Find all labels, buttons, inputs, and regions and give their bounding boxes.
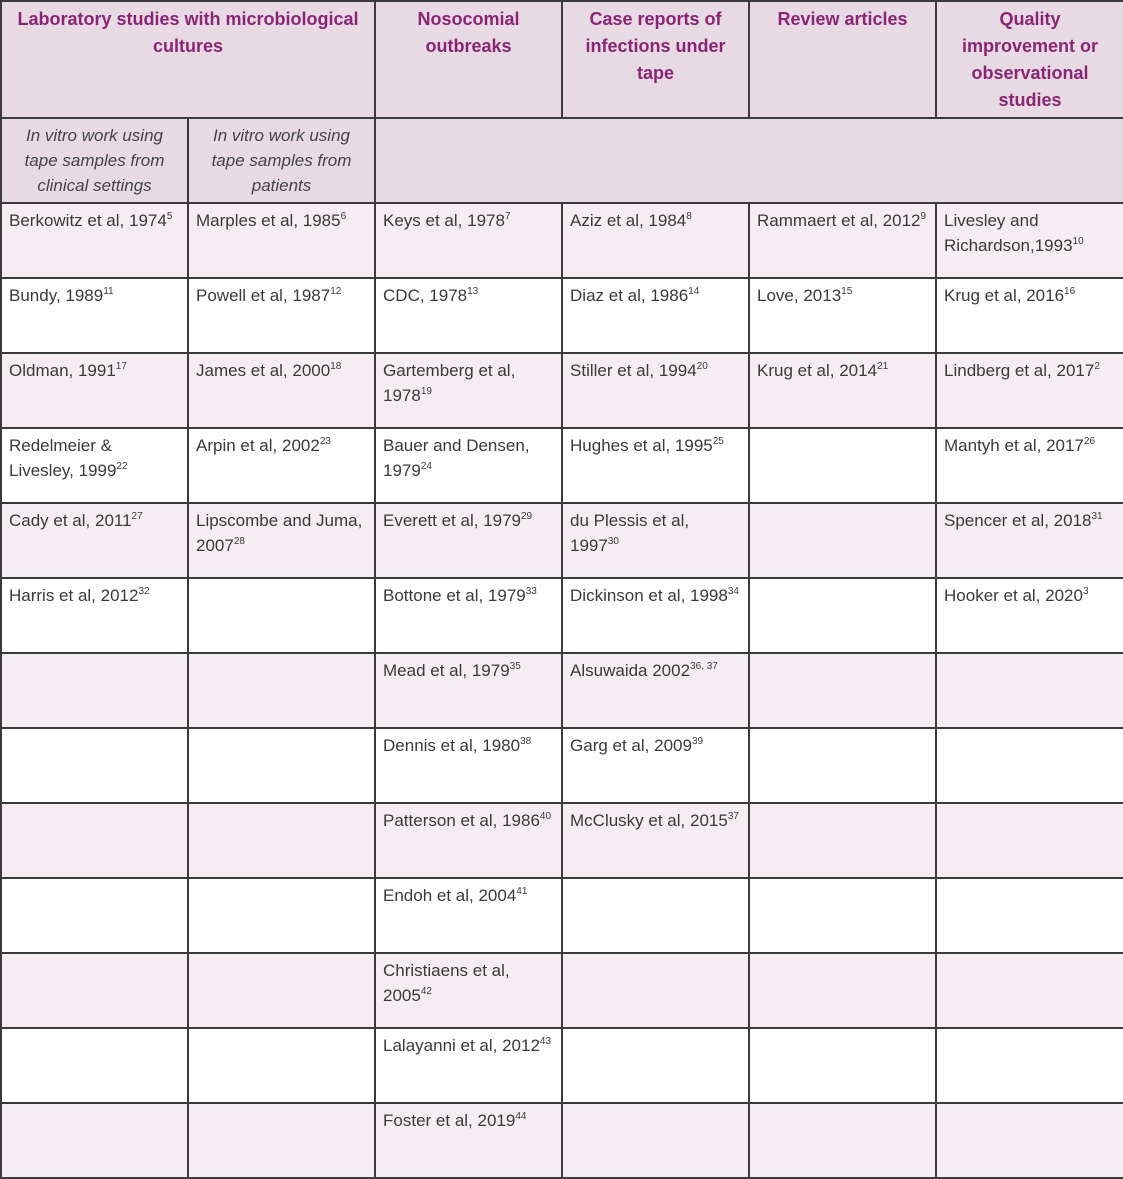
cell-case-reports: [562, 1103, 749, 1178]
reference-number: 33: [525, 586, 537, 597]
citation-text: Lindberg et al, 2017: [944, 361, 1095, 380]
cell-lab-patients: [188, 353, 375, 428]
cell-case-reports: [562, 653, 749, 728]
citation-text: Stiller et al, 1994: [570, 361, 697, 380]
reference-number: 37: [727, 811, 739, 822]
cell-lab-clinical: [1, 878, 188, 953]
cell-review: [749, 278, 936, 353]
cell-review: [749, 503, 936, 578]
citation-text: Alsuwaida 2002: [570, 661, 691, 680]
citation-text: Gartemberg et al, 1978: [383, 361, 516, 405]
reference-number: 9: [920, 211, 927, 222]
cell-quality: [936, 953, 1123, 1028]
cell-case-reports: [562, 353, 749, 428]
citation-text: Love, 2013: [757, 286, 842, 305]
citation-text: Berkowitz et al, 1974: [9, 211, 167, 230]
cell-nosocomial: [375, 653, 562, 728]
citation-text: Redelmeier & Livesley, 1999: [9, 436, 117, 480]
cell-quality: [936, 203, 1123, 278]
cell-nosocomial: [375, 428, 562, 503]
reference-number: 18: [330, 361, 342, 372]
subheader-empty: [375, 118, 1123, 203]
reference-number: 22: [116, 461, 128, 472]
subheader-row: [1, 118, 1123, 203]
table-row: [1, 803, 1123, 878]
cell-case-reports: [562, 278, 749, 353]
reference-number: 26: [1083, 436, 1096, 447]
citation-text: Oldman, 1991: [9, 361, 116, 380]
cell-lab-patients: [188, 203, 375, 278]
citation-text: James et al, 2000: [196, 361, 331, 380]
citation-text: Marples et al, 1985: [196, 211, 341, 230]
citation-text: Hughes et al, 1995: [570, 436, 713, 455]
citation-text: Cady et al, 2011: [9, 511, 132, 530]
reference-number: 16: [1064, 286, 1076, 297]
table-row: [1, 1028, 1123, 1103]
reference-number: 3: [1082, 586, 1089, 597]
cell-quality: [936, 1028, 1123, 1103]
reference-number: 6: [340, 211, 347, 222]
reference-number: 17: [115, 361, 127, 372]
citation-text: Keys et al, 1978: [383, 211, 505, 230]
cell-review: [749, 428, 936, 503]
reference-number: 40: [539, 811, 552, 822]
citation-text: Patterson et al, 1986: [383, 811, 540, 830]
cell-lab-patients: [188, 428, 375, 503]
reference-number: 29: [521, 511, 533, 522]
table-body: [1, 203, 1123, 1178]
cell-lab-clinical: [1, 653, 188, 728]
cell-nosocomial: [375, 578, 562, 653]
reference-number: 31: [1091, 511, 1103, 522]
reference-number: 19: [420, 386, 432, 397]
reference-number: 34: [727, 586, 739, 597]
cell-quality: [936, 578, 1123, 653]
cell-review: [749, 953, 936, 1028]
cell-review: [749, 728, 936, 803]
citation-text: Bauer and Densen, 1979: [383, 436, 530, 480]
cell-lab-clinical: [1, 503, 188, 578]
cell-case-reports: [562, 803, 749, 878]
citation-text: McClusky et al, 2015: [570, 811, 728, 830]
cell-nosocomial: [375, 878, 562, 953]
cell-quality: [936, 653, 1123, 728]
reference-number: 43: [539, 1036, 552, 1047]
cell-nosocomial: [375, 503, 562, 578]
cell-lab-patients: [188, 578, 375, 653]
citation-text: Christiaens et al, 2005: [383, 961, 510, 1005]
citation-text: Lalayanni et al, 2012: [383, 1036, 540, 1055]
header-row: [1, 1, 1123, 118]
reference-number: 15: [841, 286, 853, 297]
citation-text: Bottone et al, 1979: [383, 586, 526, 605]
cell-case-reports: [562, 203, 749, 278]
cell-lab-patients: [188, 1103, 375, 1178]
citation-text: Lipscombe and Juma, 2007: [196, 511, 363, 555]
reference-number: 20: [696, 361, 708, 372]
table-row: [1, 503, 1123, 578]
cell-review: [749, 1103, 936, 1178]
cell-nosocomial: [375, 1028, 562, 1103]
header-review-articles: Review articles: [749, 1, 936, 118]
cell-review: [749, 353, 936, 428]
cell-review: [749, 1028, 936, 1103]
table-row: [1, 578, 1123, 653]
reference-number: 41: [516, 886, 528, 897]
cell-lab-patients: [188, 653, 375, 728]
cell-lab-clinical: [1, 728, 188, 803]
cell-nosocomial: [375, 1103, 562, 1178]
reference-number: 27: [131, 511, 143, 522]
reference-number: 42: [420, 986, 432, 997]
table-row: [1, 878, 1123, 953]
reference-number: 2: [1094, 361, 1100, 372]
citation-text: Rammaert et al, 2012: [757, 211, 921, 230]
table-row: [1, 728, 1123, 803]
reference-number: 5: [166, 211, 173, 222]
cell-lab-clinical: [1, 1103, 188, 1178]
cell-lab-clinical: [1, 278, 188, 353]
table-row: [1, 1103, 1123, 1178]
citation-text: Mantyh et al, 2017: [944, 436, 1084, 455]
citation-text: Krug et al, 2016: [944, 286, 1065, 305]
reference-number: 12: [330, 286, 342, 297]
cell-nosocomial: [375, 203, 562, 278]
cell-review: [749, 203, 936, 278]
citation-text: Dickinson et al, 1998: [570, 586, 728, 605]
citation-text: du Plessis et al, 1997: [570, 511, 690, 555]
cell-nosocomial: [375, 728, 562, 803]
cell-quality: [936, 503, 1123, 578]
table-row: [1, 653, 1123, 728]
subheader-clinical-settings: In vitro work using tape samples from clinical settings: [1, 118, 188, 203]
reference-number: 24: [420, 461, 432, 472]
reference-number: 38: [520, 736, 532, 747]
header-quality-improvement: Quality improvement or observational studies: [936, 1, 1123, 118]
citation-text: Harris et al, 2012: [9, 586, 139, 605]
table-row: [1, 953, 1123, 1028]
citation-text: Livesley and Richardson,1993: [944, 211, 1073, 255]
reference-number: 39: [691, 736, 704, 747]
citation-text: Arpin et al, 2002: [196, 436, 320, 455]
subheader-patients: In vitro work using tape samples from patients: [188, 118, 375, 203]
citation-text: CDC, 1978: [383, 286, 468, 305]
cell-review: [749, 878, 936, 953]
reference-number: 7: [504, 211, 511, 222]
cell-review: [749, 803, 936, 878]
reference-number: 23: [319, 436, 331, 447]
table-row: [1, 278, 1123, 353]
cell-lab-patients: [188, 503, 375, 578]
cell-lab-clinical: [1, 1028, 188, 1103]
citation-text: Spencer et al, 2018: [944, 511, 1092, 530]
cell-quality: [936, 803, 1123, 878]
citation-text: Garg et al, 2009: [570, 736, 692, 755]
cell-review: [749, 653, 936, 728]
cell-case-reports: [562, 1028, 749, 1103]
cell-review: [749, 578, 936, 653]
cell-nosocomial: [375, 353, 562, 428]
citation-text: Dennis et al, 1980: [383, 736, 521, 755]
cell-quality: [936, 278, 1123, 353]
cell-lab-clinical: [1, 953, 188, 1028]
cell-case-reports: [562, 503, 749, 578]
cell-quality: [936, 353, 1123, 428]
cell-quality: [936, 428, 1123, 503]
citation-text: Aziz et al, 1984: [570, 211, 687, 230]
reference-number: 32: [138, 586, 150, 597]
table-row: [1, 203, 1123, 278]
reference-number: 10: [1072, 236, 1084, 247]
citation-text: Endoh et al, 2004: [383, 886, 517, 905]
cell-lab-patients: [188, 728, 375, 803]
cell-case-reports: [562, 578, 749, 653]
cell-case-reports: [562, 953, 749, 1028]
header-laboratory-studies: Laboratory studies with microbiological cultures: [1, 1, 375, 118]
citation-text: Mead et al, 1979: [383, 661, 510, 680]
cell-nosocomial: [375, 278, 562, 353]
reference-number: 8: [686, 211, 692, 222]
cell-lab-patients: [188, 1028, 375, 1103]
reference-number: 28: [233, 536, 245, 547]
cell-case-reports: [562, 728, 749, 803]
reference-number: 44: [515, 1111, 527, 1122]
reference-number: 13: [467, 286, 479, 297]
table-row: [1, 428, 1123, 503]
cell-lab-patients: [188, 953, 375, 1028]
reference-number: 14: [688, 286, 700, 297]
cell-lab-clinical: [1, 203, 188, 278]
citation-text: Hooker et al, 2020: [944, 586, 1083, 605]
cell-lab-clinical: [1, 578, 188, 653]
cell-lab-clinical: [1, 353, 188, 428]
cell-lab-patients: [188, 878, 375, 953]
citation-text: Everett et al, 1979: [383, 511, 521, 530]
citation-text: Bundy, 1989: [9, 286, 104, 305]
cell-quality: [936, 1103, 1123, 1178]
citation-text: Powell et al, 1987: [196, 286, 331, 305]
reference-number: 30: [607, 536, 619, 547]
cell-lab-clinical: [1, 803, 188, 878]
citation-text: Diaz et al, 1986: [570, 286, 689, 305]
cell-nosocomial: [375, 953, 562, 1028]
cell-case-reports: [562, 428, 749, 503]
reference-number: 11: [103, 286, 114, 297]
cell-nosocomial: [375, 803, 562, 878]
reference-number: 35: [509, 661, 521, 672]
cell-lab-patients: [188, 803, 375, 878]
header-nosocomial-outbreaks: Nosocomial outbreaks: [375, 1, 562, 118]
reference-number: 21: [877, 361, 889, 372]
cell-quality: [936, 878, 1123, 953]
cell-lab-clinical: [1, 428, 188, 503]
reference-number: 36, 37: [690, 661, 718, 672]
cell-lab-patients: [188, 278, 375, 353]
cell-case-reports: [562, 878, 749, 953]
citation-text: Foster et al, 2019: [383, 1111, 516, 1130]
reference-number: 25: [712, 436, 724, 447]
citation-text: Krug et al, 2014: [757, 361, 878, 380]
table-row: [1, 353, 1123, 428]
cell-quality: [936, 728, 1123, 803]
header-case-reports: Case reports of infections under tape: [562, 1, 749, 118]
